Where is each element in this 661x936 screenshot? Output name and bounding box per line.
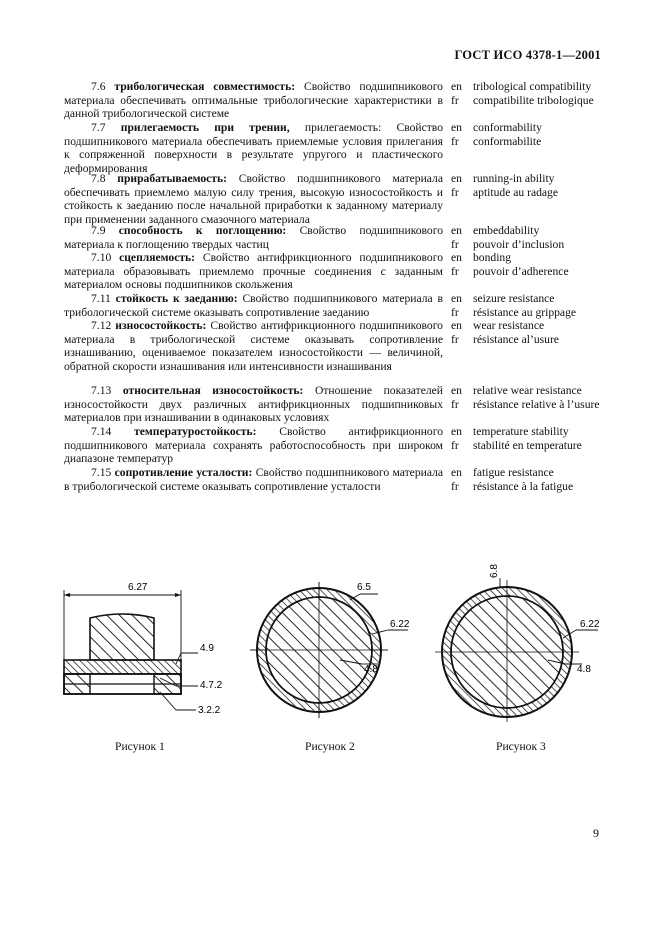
lang-codes: en fr <box>451 80 462 107</box>
lang-codes: en fr <box>451 319 462 346</box>
entry-7-8: 7.8 прирабатываемость: Свойство подшипникового материала обеспечивать приемлемо малую силу трения, высокую износостойкость и стойкость к заеданию после начальной приработки к заданному материалу при применении заданного смазочного материала <box>64 172 443 226</box>
translations: conformability conformabilite <box>473 121 542 148</box>
lang-codes: en fr <box>451 224 462 251</box>
figure-2-caption: Рисунок 2 <box>305 740 355 753</box>
lang-codes: en fr <box>451 172 462 199</box>
entry-7-6: 7.6 трибологическая совместимость: Свойство подшипникового материала обеспечивать оптимальные трибологические характеристики в данной трибологической системе <box>64 80 443 121</box>
figure-3 <box>435 564 600 722</box>
fig2-label-b: 6.22 <box>390 619 410 630</box>
translations: bonding pouvoir d’adherence <box>473 251 569 278</box>
fig1-label-a: 4.9 <box>200 643 214 654</box>
figure-1-caption: Рисунок 1 <box>115 740 165 753</box>
entry-7-7: 7.7 прилегаемость при трении, прилегаемость: Свойство подшипникового материала обеспечивать приемлемые условия прилегания к сопряженной поверхности в результате упругого и пластического деформирования <box>64 121 444 175</box>
translations: relative wear resistance résistance relative à l’usure <box>473 384 600 411</box>
fig1-dim-label: 6.27 <box>128 582 148 593</box>
translations: seizure resistance résistance au grippage <box>473 292 577 319</box>
figure-1 <box>64 582 223 716</box>
lang-codes: en fr <box>451 251 462 278</box>
lang-codes: en fr <box>451 292 462 319</box>
translations: temperature stability stabilité en temperature <box>473 425 582 452</box>
lang-codes: en fr <box>451 466 462 493</box>
lang-codes: en fr <box>451 121 462 148</box>
entry-7-14: 7.14 температуростойкость: Свойство антифрикционного подшипникового материала сохранять работоспособность при широком диапазоне температур <box>64 425 443 466</box>
figures-svg <box>0 560 661 760</box>
translations: fatigue resistance résistance à la fatigue <box>473 466 574 493</box>
translations: running-in ability aptitude au radage <box>473 172 558 199</box>
entry-7-10: 7.10 сцепляемость: Свойство антифрикционного подшипникового материала образовывать приемлемо прочные соединения с заданным материалом основы подшипников скольжения <box>64 251 443 292</box>
entry-7-9: 7.9 способность к поглощению: Свойство подшипникового материала к поглощению твердых частиц <box>64 224 443 251</box>
lang-codes: en fr <box>451 384 462 411</box>
figure-2 <box>250 582 410 718</box>
fig2-label-c: 4.8 <box>364 664 378 675</box>
document-header: ГОСТ ИСО 4378-1—2001 <box>454 48 601 62</box>
translations: wear resistance résistance al’usure <box>473 319 559 346</box>
translations: tribological compatibility compatibilite tribologique <box>473 80 594 107</box>
fig1-label-c: 3.2.2 <box>198 705 221 716</box>
fig3-label-b: 6.22 <box>580 619 600 630</box>
entry-7-11: 7.11 стойкость к заеданию: Свойство подшипникового материала в трибологической системе оказывать сопротивление заеданию <box>64 292 443 319</box>
fig3-label-c: 4.8 <box>577 664 591 675</box>
entry-7-13: 7.13 относительная износостойкость: Отношение показателей износостойкости двух различных антифрикционных подшипниковых материалов при изнашивании в одинаковых условиях <box>64 384 443 425</box>
fig2-label-a: 6.5 <box>357 582 371 593</box>
page-number: 9 <box>593 826 599 840</box>
figure-3-caption: Рисунок 3 <box>496 740 546 753</box>
entry-7-12: 7.12 износостойкость: Свойство антифрикционного подшипникового материала в трибологической системе оказывать сопротивление изнашиванию, оцениваемое показателем износостойкости — величиной, обратной скорости изнашивания или интенсивности изнашивания <box>64 319 443 373</box>
entry-7-15: 7.15 сопротивление усталости: Свойство подшипникового материала в трибологической системе оказывать сопротивление усталости <box>64 466 443 493</box>
translations: embeddability pouvoir d’inclusion <box>473 224 565 251</box>
fig3-label-top: 6.8 <box>489 564 500 578</box>
lang-codes: en fr <box>451 425 462 452</box>
fig1-label-b: 4.7.2 <box>200 680 223 691</box>
